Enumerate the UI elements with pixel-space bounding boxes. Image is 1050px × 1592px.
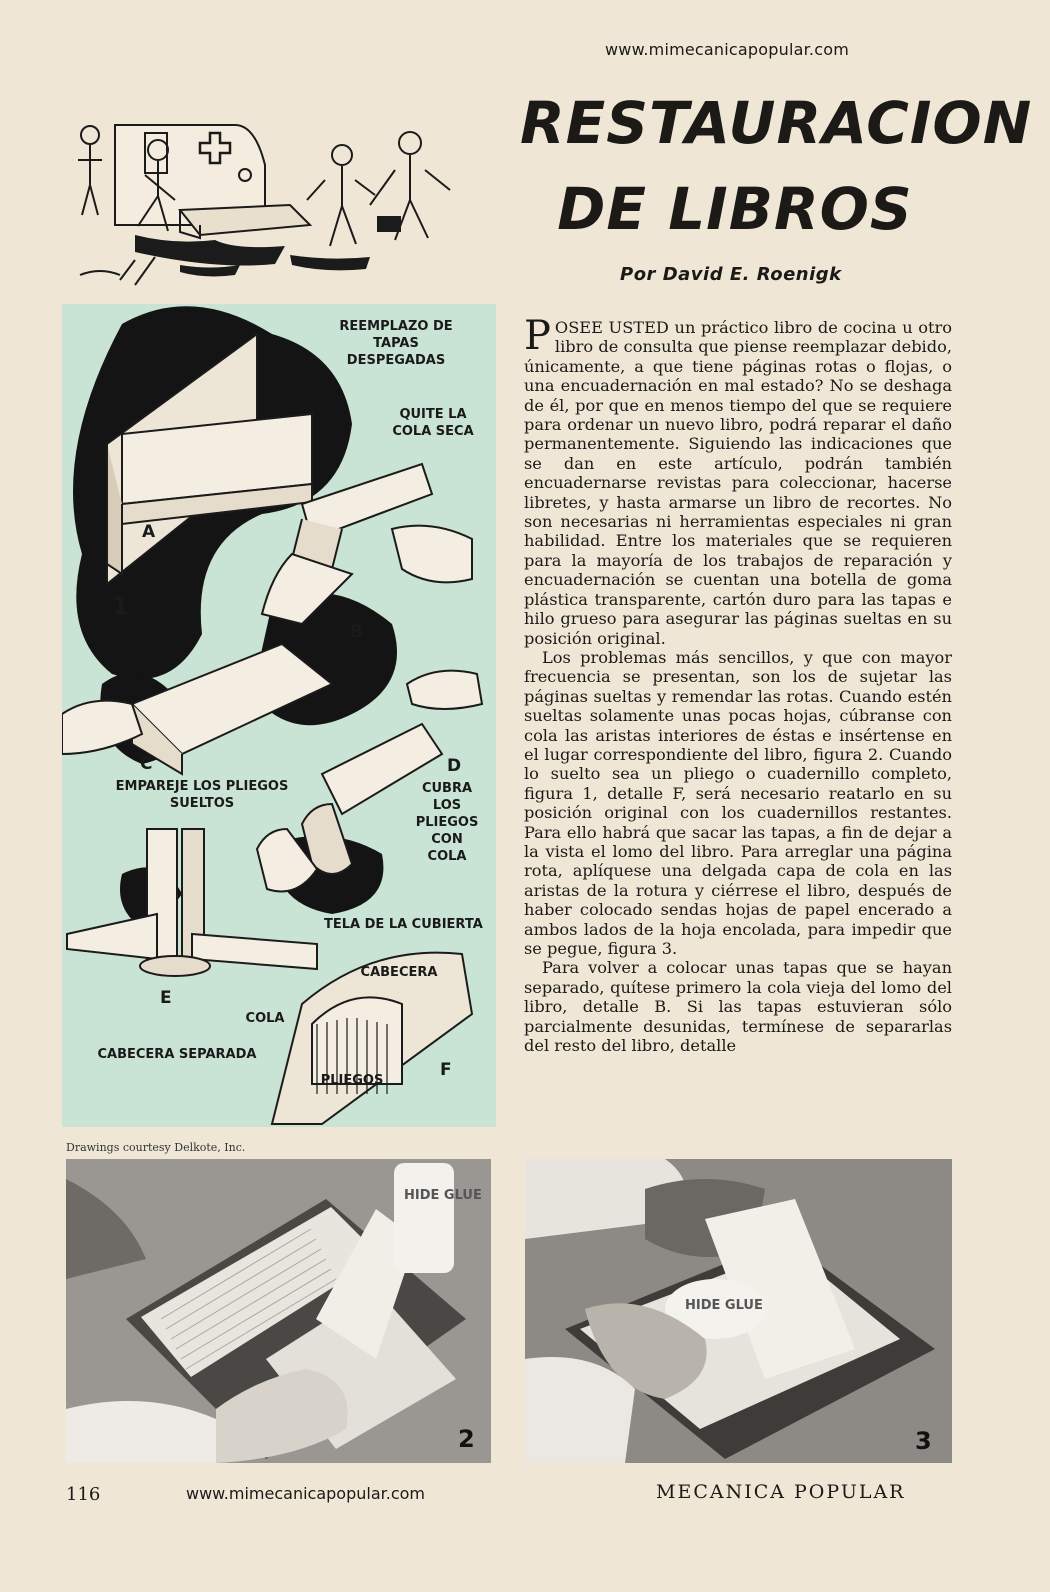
- article-body: [524, 313, 952, 1056]
- photo-figure2-image: [66, 1159, 491, 1463]
- drop-cap: P: [524, 313, 551, 359]
- figure1-panel: [62, 304, 496, 1127]
- label-replace-covers: REEMPLAZO DE TAPAS DESPEGADAS: [339, 319, 453, 368]
- label-headband: CABECERA: [360, 965, 438, 980]
- detail-letter-b: B: [350, 622, 363, 642]
- figure2-number: 2: [458, 1425, 475, 1453]
- article-paragraph-1: [524, 313, 952, 648]
- header-watermark[interactable]: www.mimecanicapopular.com: [605, 40, 849, 59]
- detail-letter-e: E: [160, 988, 172, 1008]
- detail-letter-c: C: [140, 754, 153, 774]
- label-cover-cloth: TELA DE LA CUBIERTA: [324, 917, 483, 932]
- label-remove-glue: QUITE LA COLA SECA: [392, 407, 474, 439]
- article-title-line2: DE LIBROS: [557, 175, 913, 243]
- ambulance-cartoon: [60, 115, 500, 290]
- label-cover-signatures: CUBRA LOS PLIEGOS CON COLA: [415, 781, 479, 864]
- photo-figure3-image: [525, 1159, 952, 1463]
- label-signatures: PLIEGOS: [320, 1073, 384, 1088]
- figure1-number: 1: [112, 592, 129, 620]
- detail-letter-d: D: [447, 756, 462, 776]
- bottle-label-fig3: HIDE GLUE: [685, 1298, 763, 1313]
- article-paragraph-2: Los problemas más sencillos, y que con mayor frecuencia se presentan, son los de sujetar las páginas sueltas y remendar las rotas. Cuando estén sueltas solamente unas pocas hojas, cúbranse con cola las aristas interiores de éstas e insértense en el lugar correspondiente del libro, figura 2. Cuando lo suelto sea un pliego o cuadernillo completo, figura 1, detalle F, será necesario reatarlo en su posición original con los cuadernillos restantes. Para ello habrá que sacar las tapas, a fin de dejar a la vista el lomo del libro. Para arreglar una página rota, aplíquese una delgada capa de cola en las aristas de la rotura y ciérrese el libro, después de haber colocado sendas hojas de papel encerado a ambos lados de la hoja encolada, para impedir que se pegue, figura 3.: [524, 647, 952, 958]
- article-title-line1: RESTAURACION: [520, 89, 1033, 157]
- bottle-label-fig2: HIDE GLUE: [404, 1188, 482, 1203]
- footer-watermark[interactable]: www.mimecanicapopular.com: [186, 1484, 425, 1503]
- photo-figure3: [525, 1159, 952, 1463]
- page-number: 116: [66, 1484, 101, 1505]
- drawings-credit: Drawings courtesy Delkote, Inc.: [66, 1141, 246, 1154]
- article-paragraph-3: Para volver a colocar unas tapas que se hayan separado, quítese primero la cola vieja del lomo del libro, detalle B. Si las tapas estuvieran sólo parcialmente desunidas, termínese de separarlas del resto del libro, detalle: [524, 958, 952, 1056]
- byline: Por David E. Roenigk: [620, 264, 842, 285]
- detail-letter-a: A: [142, 522, 156, 542]
- figure3-number: 3: [915, 1427, 932, 1455]
- detail-letter-f: F: [440, 1060, 452, 1080]
- label-headband-separate: CABECERA SEPARADA: [97, 1047, 257, 1062]
- magazine-name: MECANICA POPULAR: [656, 1481, 906, 1503]
- photo-figure2: [66, 1159, 491, 1463]
- paragraph-1-text: OSEE USTED un práctico libro de cocina u otro libro de consulta que piense reemplazar debido, únicamente, a que tiene páginas rotas o flojas, o una encuadernación en mal estado? No se deshaga de él, por que en menos tiempo del que se requiere para ordenar un nuevo libro, podrá reparar el daño permanentemente. Siguiendo las indicaciones que se dan en este artículo, podrán también encuadernarse revistas para coleccionar, hacerse libretes, y hasta armarse un libro de recortes. No son necesarias ni herramientas especiales ni gran habilidad. Entre los materiales que se requieren para la mayoría de los trabajos de reparación y encuadernación se cuentan una botella de goma plástica transparente, cartón duro para las tapas e hilo grueso para asegurar las páginas sueltas en su posición original.: [524, 318, 952, 648]
- label-align-signatures: EMPAREJE LOS PLIEGOS SUELTOS: [115, 779, 289, 811]
- label-glue: COLA: [245, 1011, 285, 1026]
